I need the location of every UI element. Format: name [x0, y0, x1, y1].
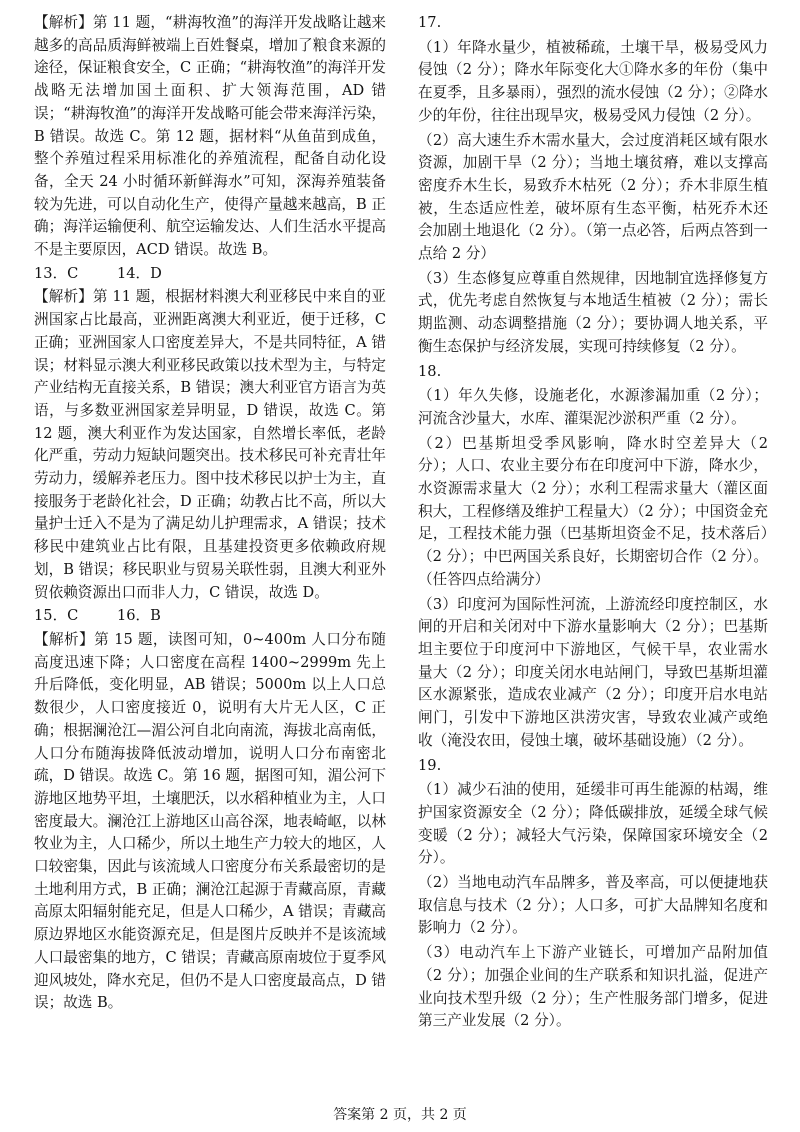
q19-part-3: （3）电动汽车上下游产业链长，可增加产品附加值（2 分）；加强企业间的生产联系和知识扎溢，促进产业向技术型升级（2 分）；生产性服务部门增多，促进第三产业发展（2 分）。 — [418, 944, 768, 1030]
analysis-q11-q12: 【解析】第 11 题，“耕海牧渔”的海洋开发战略让越来越多的高品质海鲜被端上百姓餐桌，增加了粮食来源的途径，保证粮食安全，C 正确；“耕海牧渔”的海洋开发战略无法增加国土面积、扩大领海范围，AD 错误；“耕海牧渔”的海洋开发战略可能会带来海洋污染，B 错误。故选 C。第 12 题，据材料“从鱼苗到成鱼，整个养殖过程采用标准化的养殖流程，配备自动化设备，全天 24 小时循环新鲜海水”可知，深海养殖装备较为先进，可以自动化生产，使得产量越来越高，B 正确；海洋运输便利、航空运输发达、人们生活水平提高不是主要原因，ACD 错误。故选 B。 — [34, 14, 386, 259]
q17-part-3: （3）生态修复应尊重自然规律，因地制宜选择修复方式，优先考虑自然恢复与本地适生植被（2 分）；需长期监测、动态调整措施（2 分）；要协调人地关系，平衡生态保护与经济发展，实现可持续修复（2 分）。 — [418, 269, 768, 355]
analysis-15-16: 【解析】第 15 题，读图可知，0~400m 人口分布随高度迅速下降；人口密度在高程 1400~2999m 先上升后降低，变化明显，AB 错误；5000m 以上人口总数很少，人口密度接近 0，说明有大片无人区，C 正确；根据澜沧江—湄公河自北向南流，海拔北高南低，人口分布随海拔降低波动增加，说明人口分布南密北疏，D 错误。故选 C。第 16 题，据图可知，湄公河下游地区地势平坦，土壤肥沃，以水稻种植业为主，人口密度最大。澜沧江上游地区山高谷深，地表崎岖，以林牧业为主，人口稀少，所以土地生产力较大的地区，人口较密集，因此与该流域人口密度分布关系最密切的是土地利用方式，B 正确；澜沧江起源于青藏高原，青藏高原太阳辐射能充足，但是人口稀少，A 错误；青藏高原边界地区水能资源充足，但是图片反映并不是该流域人口最密集的地方，C 错误；青藏高原南坡位于夏季风迎风坡处，降水充足，但仍不是人口密度最高点，D 错误；故选 B。 — [34, 630, 386, 1012]
question-19-number: 19. — [418, 756, 442, 774]
question-17-number: 17. — [418, 14, 442, 31]
answers-15-16 — [34, 605, 386, 628]
q18-part-2: （2）巴基斯坦受季风影响，降水时空差异大（2 分）；人口、农业主要分布在印度河中下游，降水少，水资源需求量大（2 分）；水利工程需求量大（灌区面积大，工程修缮及维护工程量大）（2 分）；中国资金充足，工程技术能力强（巴基斯坦资金不足，技术落后）（2 分）；中巴两国关系良好，长期密切合作（2 分）。（任答四点给满分） — [418, 434, 768, 588]
q18-part-3: （3）印度河为国际性河流，上游流经印度控制区，水闸的开启和关闭对中下游水量影响大（2 分）；巴基斯坦主要位于印度河中下游地区，气候干旱，农业需水量大（2 分）；印度关闭水电站闸门，导致巴基斯坦灌区水源紧张，造成农业减产（2 分）；印度开启水电站闸门，引发中下游地区洪涝灾害，导致农业减产或绝收（淹没农田，侵蚀土壤，破坏基础设施）（2 分）。 — [418, 595, 768, 749]
answer-15: 15．C — [34, 607, 79, 625]
q19-part-1: （1）减少石油的使用，延缓非可再生能源的枯竭，维护国家资源安全（2 分）；降低碳排放，延缓全球气候变暖（2 分）；减轻大气污染，保障国家环境安全（2 分）。 — [418, 781, 768, 867]
q18-part-1: （1）年久失修，设施老化，水源渗漏加重（2 分）；河流含沙量大，水库、灌渠泥沙淤积严重（2 分）。 — [418, 387, 768, 427]
q19-part-2: （2）当地电动汽车品牌多，普及率高，可以便捷地获取信息与技术（2 分）；人口多，可扩大品牌知名度和影响力（2 分）。 — [418, 874, 768, 937]
q17-part-1: （1）年降水量少，植被稀疏，土壤干旱，极易受风力侵蚀（2 分）；降水年际变化大①降水多的年份（集中在夏季，且多暴雨），强烈的流水侵蚀（2 分）；②降水少的年份，往往出现旱灾，极易受风力侵蚀（2 分）。 — [418, 38, 768, 124]
analysis-13-14: 【解析】第 11 题，根据材料澳大利亚移民中来自的亚洲国家占比最高，亚洲距离澳大利亚近，便于迁移，C 正确；亚洲国家人口密度差异大，不是共同特征，A 错误；材料显示澳大利亚移民政策以技术型为主，与特定产业结构无直接关系，B 错误；澳大利亚官方语言为英语，与多数亚洲国家差异明显，D 错误，故选 C。第 12 题，澳大利亚作为发达国家，自然增长率低，老龄化严重，劳动力短缺问题突出。技术移民可补充青壮年劳动力，缓解养老压力。图中技术移民以护士为主，直接服务于老龄化社会，D 正确；幼教占比不高，所以大量护士迁入不是为了满足幼儿护理需求，A 错误；技术移民中建筑业占比有限，且基建投资更多依赖政府规划，B 错误；移民职业与贸易关联性弱，且澳大利亚外贸依赖资源出口而非人力，C 错误，故选 D。 — [34, 288, 386, 601]
left-column — [34, 12, 386, 1016]
answer-14: 14．D — [116, 264, 162, 282]
answer-13: 13．C — [34, 264, 79, 282]
right-column — [418, 12, 768, 1035]
question-18-number: 18. — [418, 362, 442, 380]
answers-13-14 — [34, 263, 386, 286]
page-footer: 答案第 2 页，共 2 页 — [333, 1107, 467, 1123]
answer-16: 16．B — [116, 607, 161, 625]
q17-part-2: （2）高大速生乔木需水量大，会过度消耗区域有限水资源，加剧干旱（2 分）；当地土壤贫瘠，难以支撑高密度乔木生长，易致乔木枯死（2 分）；乔木非原生植被，生态适应性差，破坏原有生态平衡，枯死乔木还会加剧土地退化（2 分）。（第一点必答，后两点答到一点给 2 分） — [418, 131, 768, 263]
